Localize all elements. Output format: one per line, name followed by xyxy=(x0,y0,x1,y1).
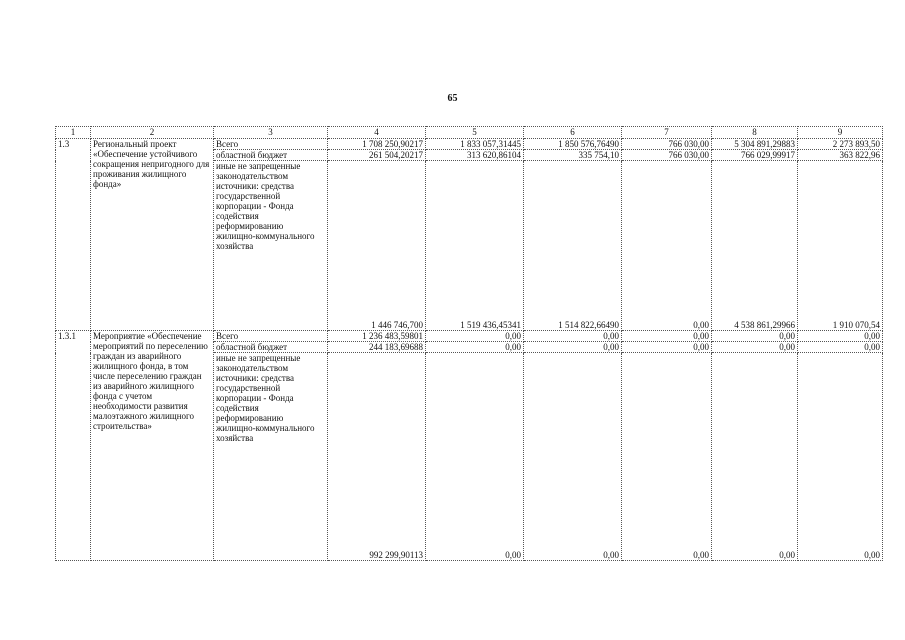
row-name: Мероприятие «Обеспечение мероприятий по переселению граждан из аварийного жилищного фонда, в том числе переселению граждан из аварийного жилищного фонда с учетом необходимости развития малоэтажного жилищного строительства» xyxy=(91,331,214,561)
value-cell: 4 538 861,29966 xyxy=(712,161,798,331)
header-col-1: 1 xyxy=(56,127,91,139)
header-col-6: 6 xyxy=(524,127,622,139)
row-code: 1.3 xyxy=(56,139,91,331)
funding-source: Всего xyxy=(214,139,328,150)
value-cell: 0,00 xyxy=(712,353,798,561)
value-cell: 0,00 xyxy=(622,353,712,561)
value-cell: 0,00 xyxy=(524,353,622,561)
value-cell: 766 030,00 xyxy=(622,150,712,161)
value-cell: 0,00 xyxy=(622,161,712,331)
value-cell: 1 514 822,66490 xyxy=(524,161,622,331)
value-cell: 0,00 xyxy=(798,353,883,561)
value-cell: 5 304 891,29883 xyxy=(712,139,798,150)
value-cell: 0,00 xyxy=(426,331,524,342)
value-cell: 992 299,90113 xyxy=(328,353,426,561)
value-cell: 1 910 070,54 xyxy=(798,161,883,331)
value-cell: 0,00 xyxy=(426,342,524,353)
table-row xyxy=(56,331,883,342)
row-name: Региональный проект «Обеспечение устойчивого сокращения непригодного для проживания жилищного фонда» xyxy=(91,139,214,331)
value-cell: 261 504,20217 xyxy=(328,150,426,161)
value-cell: 0,00 xyxy=(712,331,798,342)
page-number: 65 xyxy=(447,93,458,104)
value-cell: 335 754,10 xyxy=(524,150,622,161)
value-cell: 1 850 576,76490 xyxy=(524,139,622,150)
funding-source: иные не запрещенные законодательством источники: средства государственной корпорации - Фонда содействия реформированию жилищно-коммунального хозяйства xyxy=(214,161,328,331)
value-cell: 1 519 436,45341 xyxy=(426,161,524,331)
value-cell: 2 273 893,50 xyxy=(798,139,883,150)
value-cell: 0,00 xyxy=(426,353,524,561)
value-cell: 1 708 250,90217 xyxy=(328,139,426,150)
header-col-5: 5 xyxy=(426,127,524,139)
header-col-3: 3 xyxy=(214,127,328,139)
header-col-7: 7 xyxy=(622,127,712,139)
value-cell: 363 822,96 xyxy=(798,150,883,161)
header-col-8: 8 xyxy=(712,127,798,139)
row-code: 1.3.1 xyxy=(56,331,91,561)
value-cell: 0,00 xyxy=(712,342,798,353)
value-cell: 313 620,86104 xyxy=(426,150,524,161)
budget-table xyxy=(55,126,883,561)
value-cell: 0,00 xyxy=(798,331,883,342)
table-row xyxy=(56,139,883,150)
value-cell: 766 029,99917 xyxy=(712,150,798,161)
header-row xyxy=(56,127,883,139)
value-cell: 1 833 057,31445 xyxy=(426,139,524,150)
funding-source: областной бюджет xyxy=(214,150,328,161)
header-col-2: 2 xyxy=(91,127,214,139)
value-cell: 0,00 xyxy=(524,342,622,353)
value-cell: 766 030,00 xyxy=(622,139,712,150)
value-cell: 0,00 xyxy=(798,342,883,353)
header-col-4: 4 xyxy=(328,127,426,139)
funding-source: иные не запрещенные законодательством источники: средства государственной корпорации - Фонда содействия реформированию жилищно-коммунального хозяйства xyxy=(214,353,328,561)
funding-source: Всего xyxy=(214,331,328,342)
header-col-9: 9 xyxy=(798,127,883,139)
value-cell: 1 236 483,59801 xyxy=(328,331,426,342)
value-cell: 0,00 xyxy=(524,331,622,342)
value-cell: 0,00 xyxy=(622,342,712,353)
value-cell: 244 183,69688 xyxy=(328,342,426,353)
funding-source: областной бюджет xyxy=(214,342,328,353)
value-cell: 0,00 xyxy=(622,331,712,342)
value-cell: 1 446 746,700 xyxy=(328,161,426,331)
